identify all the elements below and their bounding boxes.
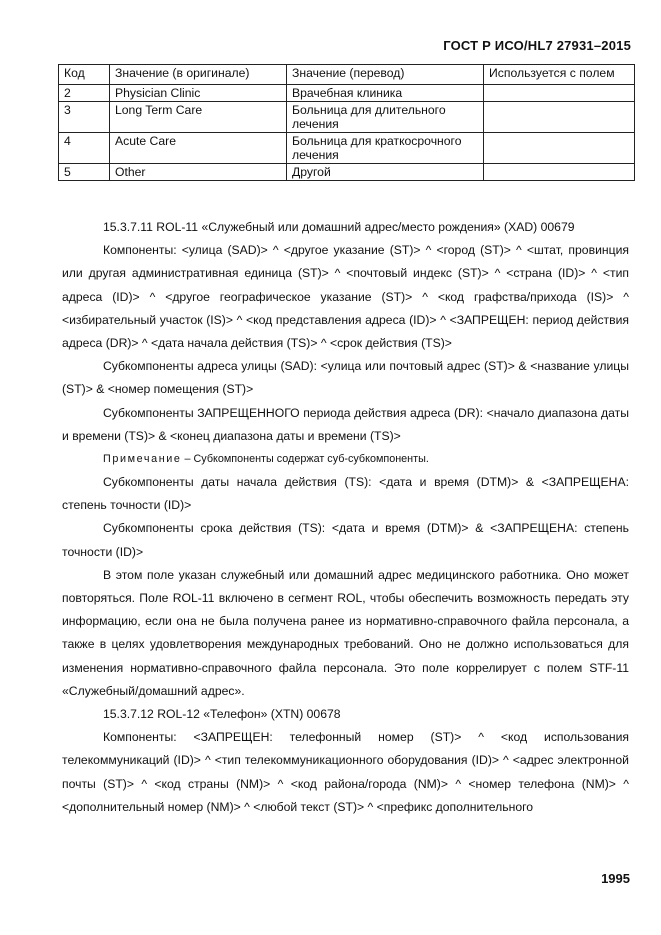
cell-original: Acute Care <box>110 133 287 164</box>
cell-translation: Врачебная клиника <box>287 85 484 102</box>
paragraph-phone-components: Компоненты: <ЗАПРЕЩЕН: телефонный номер (ST)> ^ <код использования телекоммуникаций (ID)> ^ <тип телекоммуникационного оборудования (ID)> ^ <адрес электронной почты (ST)> ^ <код страны (NM)> ^ <код района/города (NM)> ^ <номер телефона (NM)> ^ <дополнительный номер (NM)> ^ <любой текст (ST)> ^ <префикс дополнительного <box>62 730 629 814</box>
column-header-used: Используется с полем <box>484 65 635 85</box>
paragraph-components: Компоненты: <улица (SAD)> ^ <другое указание (ST)> ^ <город (ST)> ^ <штат, провинция или другая административная единица (ST)> ^ <почтовый индекс (ST)> ^ <страна (ID)> ^ <тип адреса (ID)> ^ <другое географическое указание (ST)> ^ <код графства/прихода (IS)> ^ <избирательный участок (IS)> ^ <код представления адреса (ID)> ^ <ЗАПРЕЩЕН: период действия адреса (DR)> ^ <дата начала действия (TS)> ^ <срок действия (TS)> <box>62 243 629 351</box>
cell-used <box>484 85 635 102</box>
cell-translation: Больница для краткосрочного лечения <box>287 133 484 164</box>
table-row <box>59 85 635 102</box>
page-number: 1995 <box>601 871 630 886</box>
cell-original: Long Term Care <box>110 102 287 133</box>
table-row <box>59 164 635 181</box>
column-header-original: Значение (в оригинале) <box>110 65 287 85</box>
section-heading-rol-12: 15.3.7.12 ROL-12 «Телефон» (XTN) 00678 <box>103 707 341 722</box>
cell-translation: Больница для длительного лечения <box>287 102 484 133</box>
cell-original: Physician Clinic <box>110 85 287 102</box>
cell-used <box>484 164 635 181</box>
table-row <box>59 133 635 164</box>
paragraph-start-date-subcomponents: Субкомпоненты даты начала действия (TS): <дата и время (DTM)> & <ЗАПРЕЩЕНА: степень точности (ID)> <box>62 475 629 513</box>
cell-code: 3 <box>59 102 110 133</box>
cell-code: 4 <box>59 133 110 164</box>
document-body <box>62 216 629 819</box>
paragraph-sad-subcomponents: Субкомпоненты адреса улицы (SAD): <улица или почтовый адрес (ST)> & <название улицы (ST)> & <номер помещения (ST)> <box>62 359 629 397</box>
section-heading-rol-11: 15.3.7.11 ROL-11 «Служебный или домашний адрес/место рождения» (XAD) 00679 <box>103 220 575 234</box>
cell-original: Other <box>110 164 287 181</box>
table-row <box>59 102 635 133</box>
note-text: – Субкомпоненты содержат суб-субкомпоненты. <box>181 453 429 466</box>
document-header: ГОСТ Р ИСО/HL7 27931–2015 <box>443 38 631 53</box>
paragraph-description: В этом поле указан служебный или домашний адрес медицинского работника. Оно может повторяться. Поле ROL-11 включено в сегмент ROL, чтобы обеспечить возможность передать эту информацию, если она не была получена ранее из нормативно-справочного файла персонала, а также в целях удовлетворения международных требований. Оно не должно использоваться для изменения нормативно-справочного файла персонала. Это поле коррелирует с полем STF-11 «Служебный/домашний адрес». <box>62 567 629 698</box>
code-table <box>58 64 635 181</box>
cell-code: 5 <box>59 164 110 181</box>
column-header-translation: Значение (перевод) <box>287 65 484 85</box>
cell-translation: Другой <box>287 164 484 181</box>
table-header-row <box>59 65 635 85</box>
note-label: Примечание <box>103 453 182 466</box>
cell-code: 2 <box>59 85 110 102</box>
cell-used <box>484 133 635 164</box>
column-header-code: Код <box>59 65 110 85</box>
cell-used <box>484 102 635 133</box>
paragraph-dr-subcomponents: Субкомпоненты ЗАПРЕЩЕННОГО периода действия адреса (DR): <начало диапазона даты и времени (TS)> & <конец диапазона даты и времени (TS)> <box>62 405 629 443</box>
paragraph-expiry-subcomponents: Субкомпоненты срока действия (TS): <дата и время (DTM)> & <ЗАПРЕЩЕНА: степень точности (ID)> <box>62 521 629 559</box>
note <box>62 448 629 471</box>
